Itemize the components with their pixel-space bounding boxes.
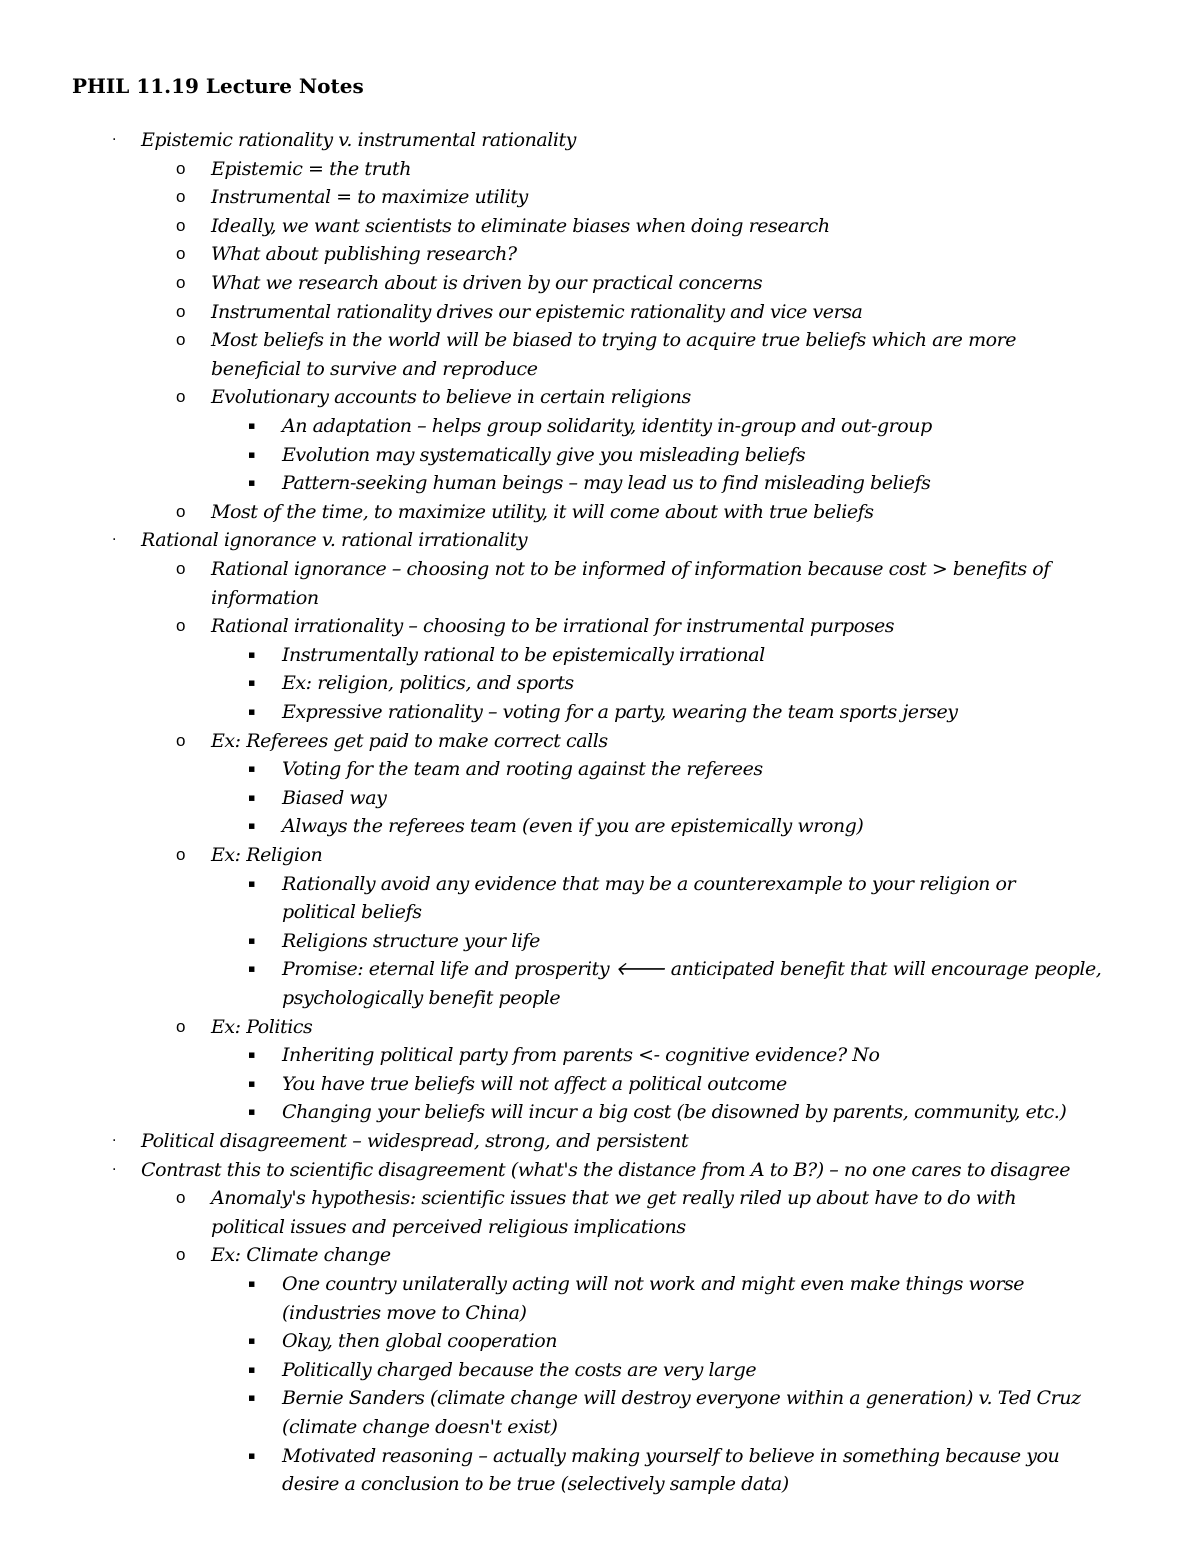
note-line-l3: political beliefs — [282, 901, 422, 923]
note-line-l2: Epistemic = the truth — [211, 158, 412, 180]
note-line-l3: Religions structure your life — [282, 930, 540, 952]
bullet-marker-l3: ▪ — [248, 1449, 256, 1462]
bullet-marker-l3: ▪ — [248, 1334, 256, 1347]
note-line-l3: Promise: eternal life and prosperity 🡐 anticipated benefit that will encourage people, — [282, 958, 1102, 980]
bullet-marker-l3: ▪ — [248, 676, 256, 689]
note-line-l2: Ex: Referees get paid to make correct calls — [211, 730, 608, 752]
bullet-marker-l3: ▪ — [248, 1277, 256, 1290]
note-line-l2: political issues and perceived religious implications — [211, 1216, 686, 1238]
bullet-marker-l3: ▪ — [248, 1048, 256, 1061]
note-line-l2: What we research about is driven by our practical concerns — [211, 272, 763, 294]
note-line-l3: psychologically benefit people — [282, 987, 561, 1009]
bullet-marker-l3: ▪ — [248, 791, 256, 804]
note-line-l3: Always the referees team (even if you are epistemically wrong) — [282, 815, 864, 837]
note-line-l1: Contrast this to scientific disagreement (what's the distance from A to B?) – no one cares to disagree — [141, 1159, 1071, 1181]
note-line-l3: An adaptation – helps group solidarity, identity in-group and out-group — [282, 415, 932, 437]
bullet-marker-l2: o — [176, 159, 186, 178]
bullet-marker-l2: o — [176, 216, 186, 235]
note-line-l1: Epistemic rationality v. instrumental rationality — [141, 129, 576, 151]
bullet-marker-l3: ▪ — [248, 762, 256, 775]
bullet-marker-l2: o — [176, 731, 186, 750]
bullet-marker-l3: ▪ — [248, 1077, 256, 1090]
note-line-l2: information — [211, 587, 319, 609]
note-line-l3: Voting for the team and rooting against the referees — [282, 758, 763, 780]
note-line-l2: Rational irrationality – choosing to be irrational for instrumental purposes — [211, 615, 895, 637]
note-line-l2: Rational ignorance – choosing not to be informed of information because cost > benefits of — [211, 558, 1050, 580]
note-line-l2: Most beliefs in the world will be biased to trying to acquire true beliefs which are more — [211, 329, 1017, 351]
note-line-l3: (industries move to China) — [282, 1302, 527, 1324]
bullet-marker-l2: o — [176, 1245, 186, 1264]
page-title: PHIL 11.19 Lecture Notes — [72, 74, 364, 98]
bullet-marker-l3: ▪ — [248, 648, 256, 661]
bullet-marker-l1: · — [112, 532, 117, 548]
bullet-marker-l2: o — [176, 244, 186, 263]
note-line-l3: Expressive rationality – voting for a party, wearing the team sports jersey — [282, 701, 958, 723]
bullet-marker-l2: o — [176, 302, 186, 321]
note-line-l3: One country unilaterally acting will not work and might even make things worse — [282, 1273, 1025, 1295]
note-line-l3: desire a conclusion to be true (selectively sample data) — [282, 1473, 789, 1495]
note-line-l2: Ex: Climate change — [211, 1244, 391, 1266]
bullet-marker-l1: · — [112, 1133, 117, 1149]
note-line-l2: Ex: Religion — [211, 844, 323, 866]
note-line-l2: beneficial to survive and reproduce — [211, 358, 538, 380]
bullet-marker-l2: o — [176, 330, 186, 349]
bullet-marker-l2: o — [176, 616, 186, 635]
bullet-marker-l2: o — [176, 187, 186, 206]
bullet-marker-l1: · — [112, 1162, 117, 1178]
note-line-l2: Instrumental rationality drives our epistemic rationality and vice versa — [211, 301, 863, 323]
bullet-marker-l3: ▪ — [248, 448, 256, 461]
note-line-l2: Ideally, we want scientists to eliminate biases when doing research — [211, 215, 830, 237]
note-line-l2: Most of the time, to maximize utility, it will come about with true beliefs — [211, 501, 874, 523]
note-line-l2: What about publishing research? — [211, 243, 517, 265]
bullet-marker-l3: ▪ — [248, 934, 256, 947]
bullet-marker-l3: ▪ — [248, 819, 256, 832]
note-line-l3: Biased way — [282, 787, 387, 809]
bullet-marker-l2: o — [176, 502, 186, 521]
bullet-marker-l1: · — [112, 132, 117, 148]
bullet-marker-l3: ▪ — [248, 962, 256, 975]
note-line-l3: Pattern-seeking human beings – may lead us to find misleading beliefs — [282, 472, 931, 494]
note-line-l3: Motivated reasoning – actually making yourself to believe in something because you — [282, 1445, 1060, 1467]
note-line-l3: You have true beliefs will not affect a political outcome — [282, 1073, 787, 1095]
note-line-l3: (climate change doesn't exist) — [282, 1416, 558, 1438]
note-line-l3: Okay, then global cooperation — [282, 1330, 558, 1352]
bullet-marker-l2: o — [176, 1188, 186, 1207]
bullet-marker-l3: ▪ — [248, 476, 256, 489]
note-line-l2: Ex: Politics — [211, 1016, 313, 1038]
bullet-marker-l2: o — [176, 273, 186, 292]
note-line-l3: Instrumentally rational to be epistemically irrational — [282, 644, 765, 666]
bullet-marker-l2: o — [176, 387, 186, 406]
bullet-marker-l3: ▪ — [248, 419, 256, 432]
note-line-l3: Rationally avoid any evidence that may be a counterexample to your religion or — [282, 873, 1016, 895]
note-line-l3: Politically charged because the costs are very large — [282, 1359, 757, 1381]
note-line-l3: Bernie Sanders (climate change will destroy everyone within a generation) v. Ted Cruz — [282, 1387, 1081, 1409]
bullet-marker-l3: ▪ — [248, 1363, 256, 1376]
bullet-marker-l3: ▪ — [248, 1391, 256, 1404]
note-line-l3: Inheriting political party from parents <- cognitive evidence? No — [282, 1044, 880, 1066]
bullet-marker-l3: ▪ — [248, 1105, 256, 1118]
bullet-marker-l3: ▪ — [248, 877, 256, 890]
note-line-l2: Evolutionary accounts to believe in certain religions — [211, 386, 691, 408]
note-line-l2: Anomaly's hypothesis: scientific issues that we get really riled up about have to do with — [211, 1187, 1017, 1209]
bullet-marker-l2: o — [176, 845, 186, 864]
note-line-l3: Evolution may systematically give you misleading beliefs — [282, 444, 806, 466]
bullet-marker-l2: o — [176, 559, 186, 578]
note-line-l1: Rational ignorance v. rational irrationality — [141, 529, 528, 551]
bullet-marker-l3: ▪ — [248, 705, 256, 718]
bullet-marker-l2: o — [176, 1017, 186, 1036]
note-line-l3: Changing your beliefs will incur a big cost (be disowned by parents, community, etc.) — [282, 1101, 1067, 1123]
note-line-l1: Political disagreement – widespread, strong, and persistent — [141, 1130, 689, 1152]
note-line-l3: Ex: religion, politics, and sports — [282, 672, 574, 694]
note-line-l2: Instrumental = to maximize utility — [211, 186, 528, 208]
